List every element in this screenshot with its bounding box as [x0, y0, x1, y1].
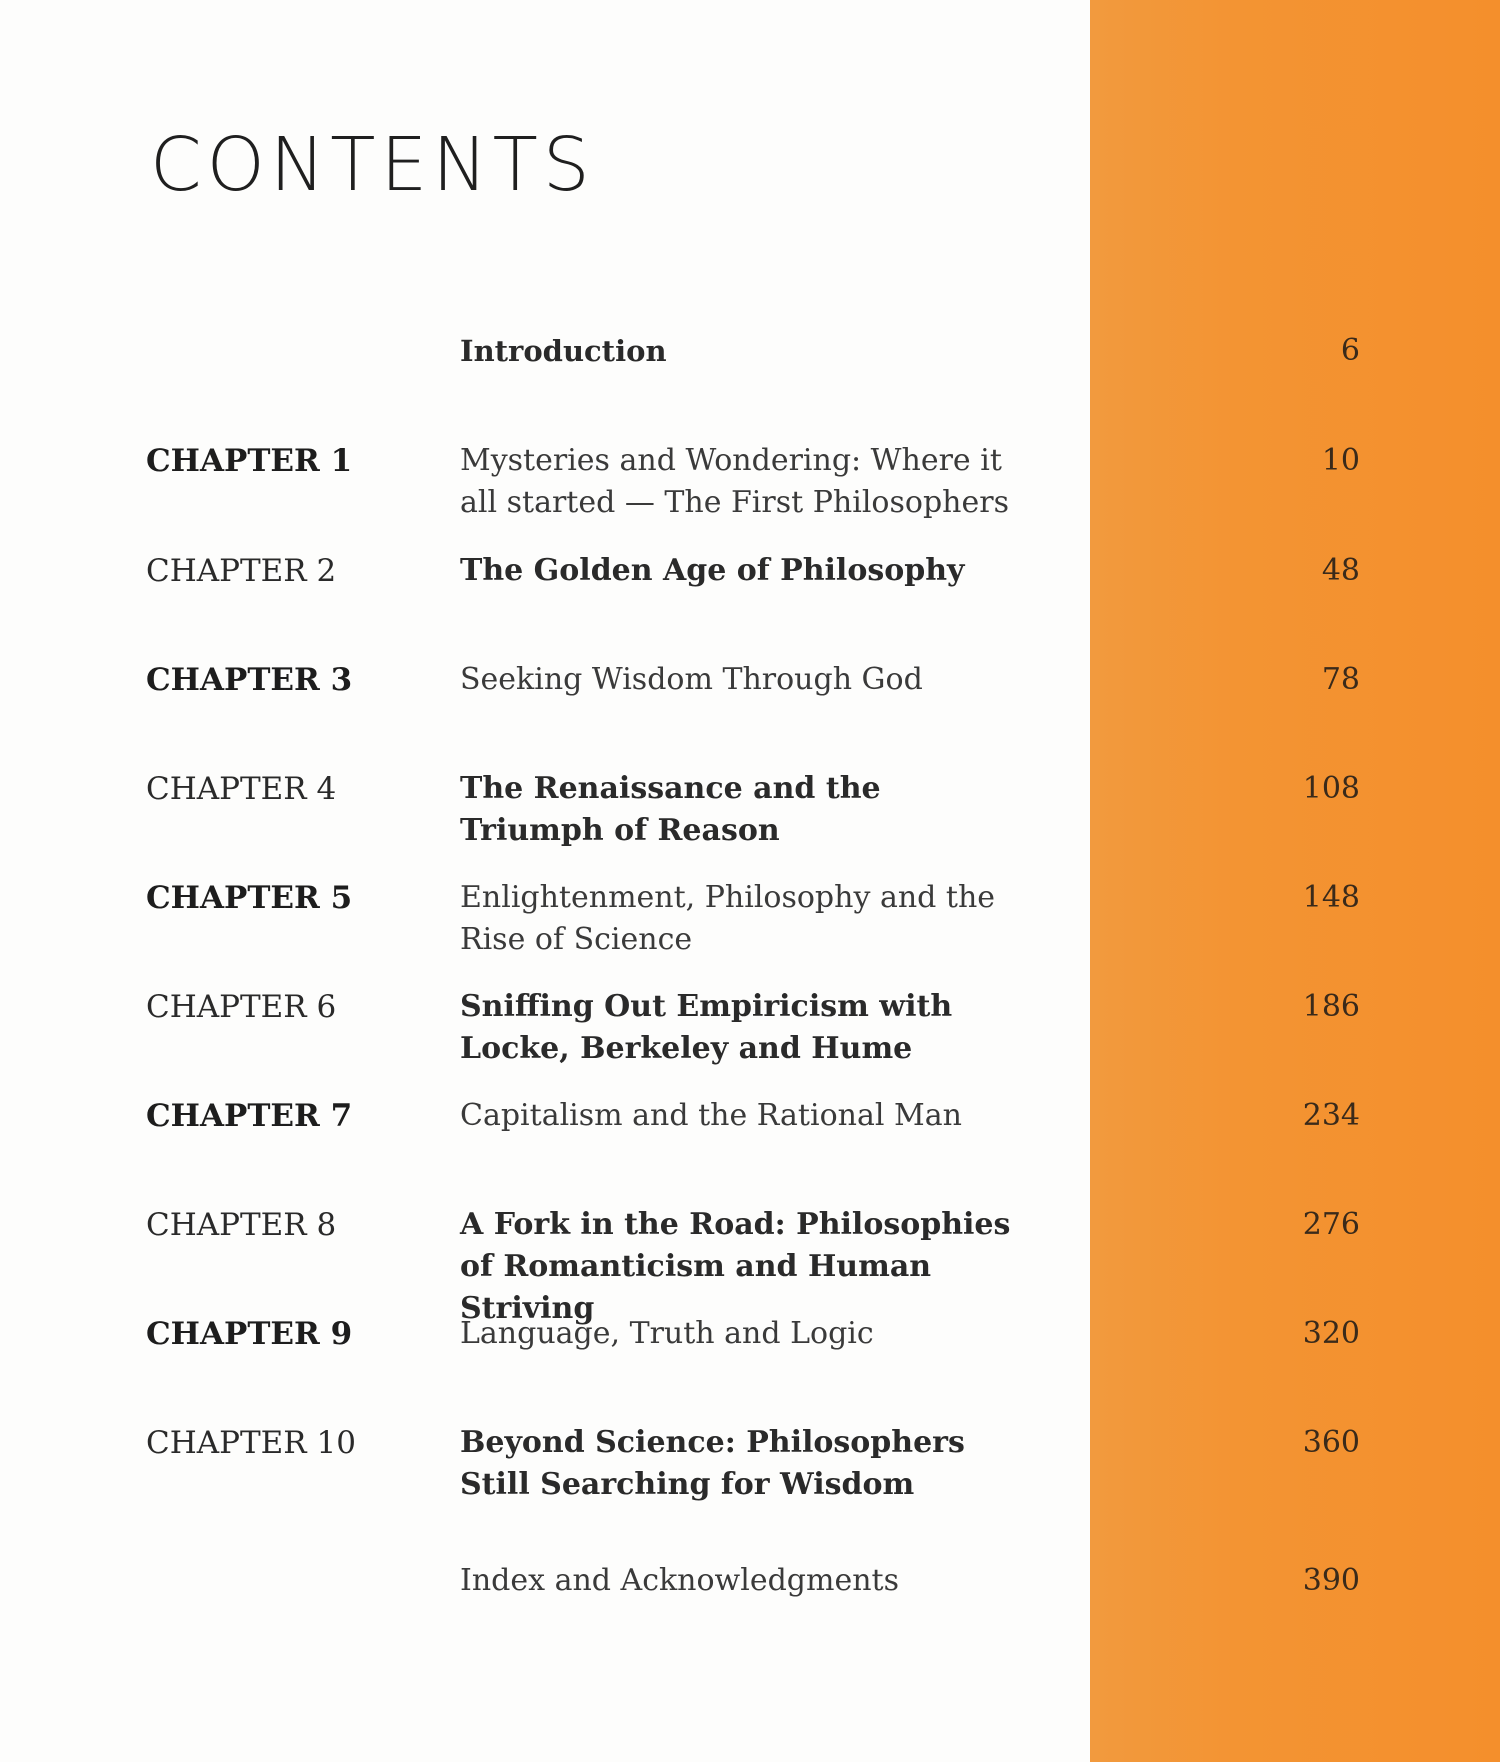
contents-heading: CONTENTS: [150, 122, 595, 208]
toc-title: Seeking Wisdom Through God: [460, 662, 923, 697]
toc-chapter-label: CHAPTER 4: [146, 771, 337, 807]
toc-page-number: 234: [1302, 1098, 1360, 1133]
toc-chapter-label: CHAPTER 7: [146, 1098, 353, 1134]
toc-chapter-label: CHAPTER 2: [146, 553, 337, 589]
toc-page-number: 10: [1321, 443, 1360, 478]
toc-page-number: 186: [1302, 989, 1360, 1024]
toc-chapter-label: CHAPTER 3: [146, 662, 353, 698]
toc-title: Enlightenment, Philosophy and the Rise of Science: [460, 880, 996, 957]
toc-page-number: 108: [1302, 771, 1360, 806]
toc-chapter-label: CHAPTER 5: [146, 880, 353, 916]
toc-page-number: 48: [1321, 553, 1360, 588]
toc-page-number: 276: [1302, 1207, 1360, 1242]
toc-page-number: 78: [1321, 662, 1360, 697]
toc-title: The Golden Age of Philosophy: [460, 553, 965, 588]
toc-page-number: 390: [1302, 1563, 1360, 1598]
toc-page-number: 6: [1340, 333, 1360, 368]
toc-page-number: 148: [1302, 880, 1360, 915]
toc-title: Introduction: [460, 334, 667, 368]
toc-page-number: 320: [1302, 1316, 1360, 1351]
toc-title: Index and Acknowledgments: [460, 1563, 899, 1598]
toc-chapter-label: CHAPTER 9: [146, 1316, 353, 1352]
toc-title: The Renaissance and the Triumph of Reason: [460, 771, 881, 848]
toc-title: A Fork in the Road: Philosophies of Romanticism and Human Striving: [460, 1207, 1011, 1326]
toc-page-number: 360: [1302, 1425, 1360, 1460]
toc-chapter-label: CHAPTER 6: [146, 989, 337, 1025]
toc-chapter-label: CHAPTER 1: [146, 443, 353, 479]
toc-title: Mysteries and Wondering: Where it all started — The First Philosophers: [460, 443, 1009, 520]
toc-chapter-label: CHAPTER 8: [146, 1207, 337, 1243]
orange-side-band: [1090, 0, 1500, 1762]
toc-chapter-label: CHAPTER 10: [146, 1425, 356, 1461]
toc-title: Capitalism and the Rational Man: [460, 1098, 962, 1133]
toc-title: Sniffing Out Empiricism with Locke, Berkeley and Hume: [460, 989, 953, 1066]
toc-title: Language, Truth and Logic: [460, 1316, 874, 1351]
toc-title: Beyond Science: Philosophers Still Searching for Wisdom: [460, 1425, 965, 1502]
